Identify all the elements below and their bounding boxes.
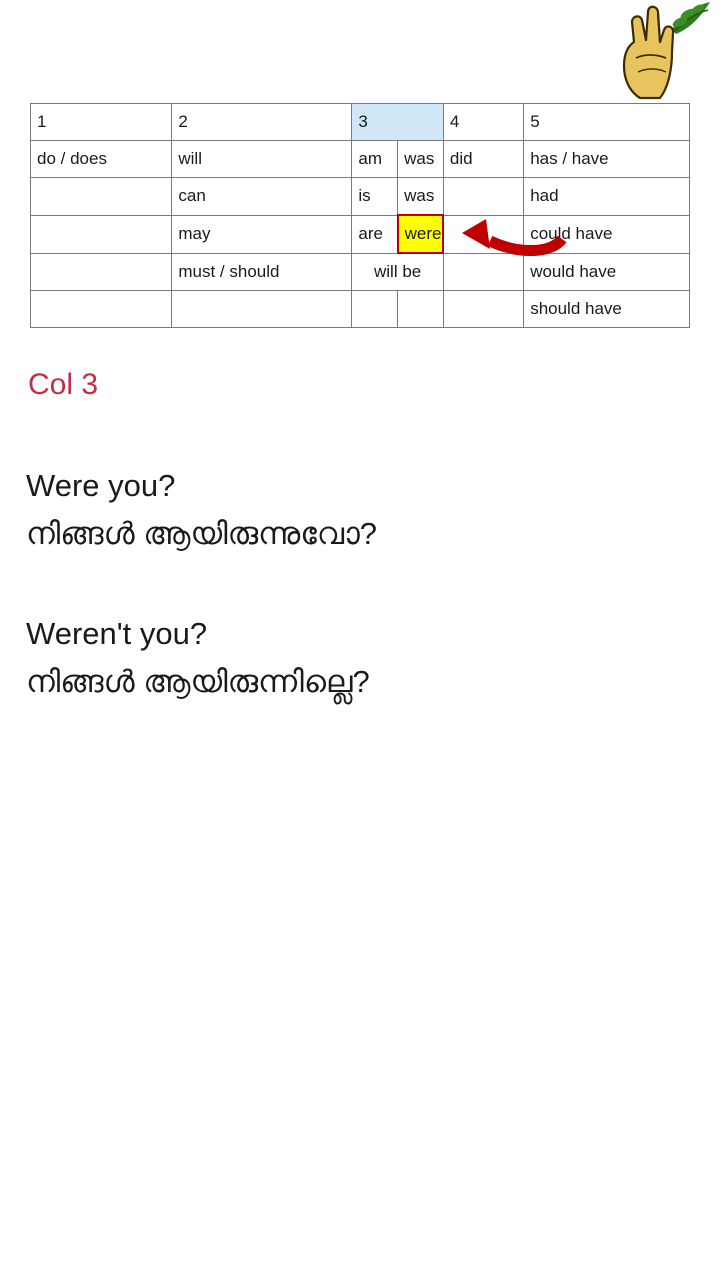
cell-r3-c3a: are	[352, 215, 398, 253]
cell-r4-c5: would have	[524, 253, 690, 291]
cell-r2-c2: can	[172, 178, 352, 216]
cell-r5-c3a	[352, 291, 398, 328]
cell-r5-c5: should have	[524, 291, 690, 328]
cell-r5-c2	[172, 291, 352, 328]
cell-r4-c4	[443, 253, 523, 291]
cell-r3-c2: may	[172, 215, 352, 253]
cell-r1-c5: has / have	[524, 141, 690, 178]
example-english-2: Weren't you?	[26, 616, 208, 651]
cell-r4-c3-merged: will be	[352, 253, 444, 291]
cell-r3-c1	[31, 215, 172, 253]
example-malayalam-2: നിങ്ങൾ ആയിരുന്നില്ലെ?	[26, 664, 370, 699]
cell-highlight-were: were	[398, 215, 444, 253]
header-col-4: 4	[443, 104, 523, 141]
cell-r2-c4	[443, 178, 523, 216]
cell-r1-c3a: am	[352, 141, 398, 178]
table-row	[31, 141, 690, 178]
table-row	[31, 215, 690, 253]
table-row	[31, 291, 690, 328]
example-english-1: Were you?	[26, 468, 176, 503]
table-row	[31, 178, 690, 216]
example-block-2	[26, 610, 370, 706]
cell-r4-c2: must / should	[172, 253, 352, 291]
cell-r2-c3b: was	[398, 178, 444, 216]
cell-r3-c4	[443, 215, 523, 253]
grammar-table	[30, 103, 690, 328]
cell-r5-c3b	[398, 291, 444, 328]
example-malayalam-1: നിങ്ങൾ ആയിരുന്നുവോ?	[26, 516, 378, 551]
cell-r5-c1	[31, 291, 172, 328]
header-col-1: 1	[31, 104, 172, 141]
header-col-5: 5	[524, 104, 690, 141]
victory-hand-leaf-logo	[602, 0, 712, 100]
cell-r2-c5: had	[524, 178, 690, 216]
cell-r2-c1	[31, 178, 172, 216]
cell-r4-c1	[31, 253, 172, 291]
cell-r5-c4	[443, 291, 523, 328]
column-label: Col 3	[28, 368, 99, 401]
header-col-2: 2	[172, 104, 352, 141]
table-header-row	[31, 104, 690, 141]
cell-r1-c1: do / does	[31, 141, 172, 178]
verb-columns-table	[30, 103, 690, 328]
header-col-3: 3	[352, 104, 444, 141]
example-block-1	[26, 462, 377, 558]
cell-r2-c3a: is	[352, 178, 398, 216]
cell-r1-c2: will	[172, 141, 352, 178]
cell-r1-c3b: was	[398, 141, 444, 178]
cell-r3-c5: could have	[524, 215, 690, 253]
table-row	[31, 253, 690, 291]
cell-r1-c4: did	[443, 141, 523, 178]
